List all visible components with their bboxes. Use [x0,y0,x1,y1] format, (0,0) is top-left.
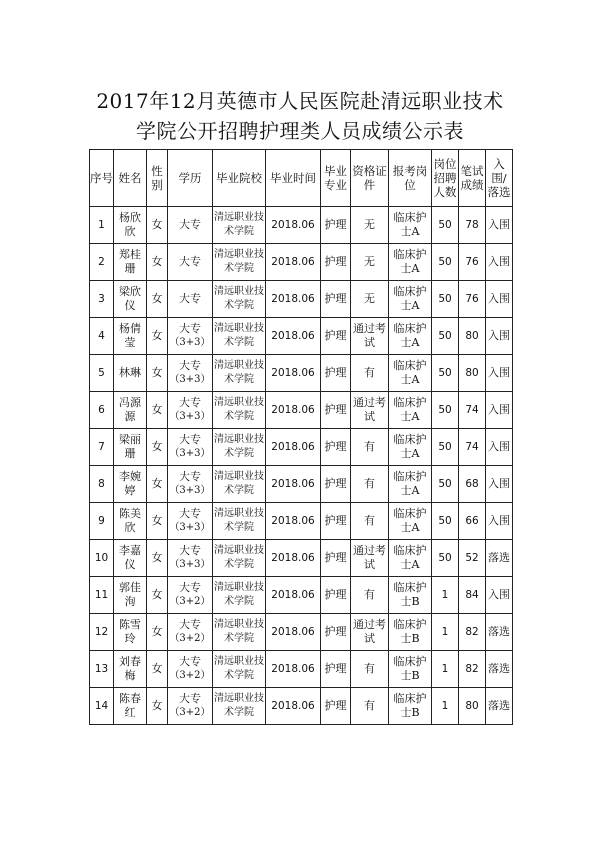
cell-result: 落选 [486,651,513,688]
header-grad-time: 毕业时间 [266,150,321,207]
header-post: 报考岗位 [389,150,432,207]
cell-name: 杨欣欣 [114,207,147,244]
header-row [90,150,513,207]
cell-no: 13 [90,651,114,688]
cell-education [168,577,213,614]
cell-quota: 50 [432,244,459,281]
cell-name: 陈春红 [114,688,147,725]
cell-certificate: 无 [351,281,389,318]
table-row [90,503,513,540]
education-program: （3+3） [169,337,211,348]
cell-major: 护理 [321,318,351,355]
table-row [90,355,513,392]
cell-result: 入围 [486,429,513,466]
cell-school: 清远职业技术学院 [213,392,266,429]
cell-grad-time: 2018.06 [266,281,321,318]
cell-no: 4 [90,318,114,355]
cell-score: 68 [459,466,486,503]
cell-school: 清远职业技术学院 [213,503,266,540]
table-row [90,318,513,355]
education-text: 大专 [179,692,201,705]
cell-quota: 50 [432,503,459,540]
cell-name: 梁丽珊 [114,429,147,466]
cell-certificate: 有 [351,688,389,725]
cell-grad-time: 2018.06 [266,244,321,281]
table-row [90,577,513,614]
education-text: 大专 [179,255,201,268]
cell-result: 入围 [486,318,513,355]
cell-no: 5 [90,355,114,392]
cell-school: 清远职业技术学院 [213,244,266,281]
cell-education [168,466,213,503]
cell-grad-time: 2018.06 [266,503,321,540]
education-text: 大专 [179,292,201,305]
cell-gender: 女 [147,503,168,540]
cell-post: 临床护士A [389,392,432,429]
cell-gender: 女 [147,207,168,244]
cell-major: 护理 [321,429,351,466]
cell-grad-time: 2018.06 [266,318,321,355]
header-gender: 性别 [147,150,168,207]
cell-post: 临床护士A [389,503,432,540]
table-row [90,281,513,318]
cell-result: 落选 [486,614,513,651]
cell-post: 临床护士A [389,540,432,577]
cell-major: 护理 [321,540,351,577]
cell-major: 护理 [321,207,351,244]
cell-score: 82 [459,614,486,651]
cell-gender: 女 [147,466,168,503]
cell-post: 临床护士A [389,355,432,392]
cell-grad-time: 2018.06 [266,614,321,651]
header-school: 毕业院校 [213,150,266,207]
table-row [90,540,513,577]
cell-certificate: 有 [351,577,389,614]
education-program: （3+2） [169,596,211,607]
cell-certificate: 无 [351,244,389,281]
cell-score: 74 [459,392,486,429]
cell-school: 清远职业技术学院 [213,540,266,577]
cell-no: 11 [90,577,114,614]
cell-education [168,503,213,540]
table-row [90,207,513,244]
cell-name: 林琳 [114,355,147,392]
header-name: 姓名 [114,150,147,207]
cell-post: 临床护士B [389,614,432,651]
cell-major: 护理 [321,688,351,725]
cell-certificate: 有 [351,429,389,466]
cell-score: 80 [459,355,486,392]
cell-school: 清远职业技术学院 [213,688,266,725]
cell-result: 落选 [486,688,513,725]
cell-gender: 女 [147,577,168,614]
education-text: 大专 [179,655,201,668]
cell-major: 护理 [321,577,351,614]
education-program: （3+2） [169,633,211,644]
cell-result: 入围 [486,281,513,318]
cell-certificate: 通过考试 [351,392,389,429]
table-row [90,651,513,688]
cell-no: 14 [90,688,114,725]
cell-education [168,651,213,688]
cell-major: 护理 [321,355,351,392]
cell-quota: 1 [432,614,459,651]
cell-no: 10 [90,540,114,577]
education-text: 大专 [179,359,201,372]
cell-quota: 50 [432,355,459,392]
cell-quota: 50 [432,281,459,318]
cell-school: 清远职业技术学院 [213,577,266,614]
cell-major: 护理 [321,503,351,540]
cell-quota: 1 [432,651,459,688]
cell-major: 护理 [321,466,351,503]
education-text: 大专 [179,470,201,483]
cell-education [168,429,213,466]
cell-result: 入围 [486,392,513,429]
cell-no: 7 [90,429,114,466]
cell-major: 护理 [321,614,351,651]
cell-grad-time: 2018.06 [266,466,321,503]
cell-education [168,392,213,429]
cell-certificate: 有 [351,466,389,503]
cell-certificate: 通过考试 [351,540,389,577]
page-title-line1: 2017年12月英德市人民医院赴清远职业技术 [96,89,504,113]
education-program: （3+2） [169,670,211,681]
table-row [90,688,513,725]
cell-post: 临床护士A [389,207,432,244]
header-quota: 岗位招聘人数 [432,150,459,207]
cell-grad-time: 2018.06 [266,355,321,392]
cell-post: 临床护士A [389,281,432,318]
cell-grad-time: 2018.06 [266,429,321,466]
cell-education [168,614,213,651]
cell-certificate: 无 [351,207,389,244]
cell-gender: 女 [147,318,168,355]
cell-education [168,540,213,577]
education-text: 大专 [179,218,201,231]
cell-gender: 女 [147,281,168,318]
cell-school: 清远职业技术学院 [213,318,266,355]
cell-quota: 50 [432,207,459,244]
cell-post: 临床护士B [389,688,432,725]
education-text: 大专 [179,618,201,631]
results-table [89,149,513,725]
cell-certificate: 通过考试 [351,318,389,355]
cell-score: 84 [459,577,486,614]
cell-certificate: 有 [351,651,389,688]
education-program: （3+3） [169,559,211,570]
education-program: （3+3） [169,522,211,533]
cell-name: 李嘉仪 [114,540,147,577]
education-text: 大专 [179,322,201,335]
education-text: 大专 [179,581,201,594]
cell-post: 临床护士B [389,651,432,688]
table-row [90,466,513,503]
cell-education [168,355,213,392]
cell-name: 郑桂珊 [114,244,147,281]
cell-school: 清远职业技术学院 [213,207,266,244]
cell-gender: 女 [147,540,168,577]
header-result: 入围/落选 [486,150,513,207]
cell-grad-time: 2018.06 [266,651,321,688]
education-program: （3+3） [169,374,211,385]
cell-certificate: 有 [351,355,389,392]
cell-score: 80 [459,318,486,355]
cell-quota: 50 [432,429,459,466]
cell-gender: 女 [147,651,168,688]
cell-certificate: 通过考试 [351,614,389,651]
cell-grad-time: 2018.06 [266,207,321,244]
cell-grad-time: 2018.06 [266,577,321,614]
page-title-line2: 学院公开招聘护理类人员成绩公示表 [136,119,464,143]
cell-school: 清远职业技术学院 [213,614,266,651]
cell-name: 冯源源 [114,392,147,429]
header-major: 毕业专业 [321,150,351,207]
cell-major: 护理 [321,281,351,318]
cell-no: 9 [90,503,114,540]
cell-major: 护理 [321,651,351,688]
cell-post: 临床护士A [389,244,432,281]
cell-quota: 1 [432,577,459,614]
cell-result: 入围 [486,503,513,540]
cell-quota: 50 [432,540,459,577]
header-education: 学历 [168,150,213,207]
header-no: 序号 [90,150,114,207]
cell-certificate: 有 [351,503,389,540]
cell-no: 6 [90,392,114,429]
cell-school: 清远职业技术学院 [213,466,266,503]
cell-name: 刘春梅 [114,651,147,688]
cell-education [168,281,213,318]
cell-score: 66 [459,503,486,540]
cell-post: 临床护士B [389,577,432,614]
cell-major: 护理 [321,244,351,281]
cell-name: 李婉婷 [114,466,147,503]
education-program: （3+3） [169,411,211,422]
table-row [90,392,513,429]
table-row [90,429,513,466]
cell-score: 76 [459,244,486,281]
cell-result: 入围 [486,207,513,244]
education-text: 大专 [179,507,201,520]
cell-school: 清远职业技术学院 [213,651,266,688]
header-certificate: 资格证件 [351,150,389,207]
cell-education [168,207,213,244]
cell-gender: 女 [147,244,168,281]
table-row [90,244,513,281]
cell-major: 护理 [321,392,351,429]
cell-grad-time: 2018.06 [266,392,321,429]
cell-grad-time: 2018.06 [266,540,321,577]
cell-name: 陈雪玲 [114,614,147,651]
cell-score: 76 [459,281,486,318]
cell-quota: 1 [432,688,459,725]
education-program: （3+2） [169,707,211,718]
cell-gender: 女 [147,392,168,429]
cell-result: 入围 [486,244,513,281]
cell-score: 80 [459,688,486,725]
education-text: 大专 [179,544,201,557]
cell-gender: 女 [147,355,168,392]
cell-no: 3 [90,281,114,318]
cell-no: 12 [90,614,114,651]
cell-no: 8 [90,466,114,503]
education-text: 大专 [179,396,201,409]
header-score: 笔试成绩 [459,150,486,207]
cell-no: 2 [90,244,114,281]
cell-quota: 50 [432,466,459,503]
cell-name: 杨倩莹 [114,318,147,355]
cell-gender: 女 [147,614,168,651]
cell-name: 梁欣仪 [114,281,147,318]
cell-score: 74 [459,429,486,466]
cell-result: 入围 [486,466,513,503]
cell-education [168,244,213,281]
cell-school: 清远职业技术学院 [213,281,266,318]
cell-score: 52 [459,540,486,577]
cell-name: 陈美欣 [114,503,147,540]
cell-result: 落选 [486,540,513,577]
education-text: 大专 [179,433,201,446]
cell-quota: 50 [432,392,459,429]
cell-score: 78 [459,207,486,244]
cell-education [168,318,213,355]
cell-score: 82 [459,651,486,688]
cell-gender: 女 [147,688,168,725]
cell-education [168,688,213,725]
cell-result: 入围 [486,577,513,614]
cell-quota: 50 [432,318,459,355]
cell-post: 临床护士A [389,429,432,466]
cell-result: 入围 [486,355,513,392]
cell-post: 临床护士A [389,318,432,355]
cell-name: 郭佳洵 [114,577,147,614]
education-program: （3+3） [169,448,211,459]
table-row [90,614,513,651]
cell-school: 清远职业技术学院 [213,355,266,392]
education-program: （3+3） [169,485,211,496]
cell-school: 清远职业技术学院 [213,429,266,466]
cell-grad-time: 2018.06 [266,688,321,725]
cell-no: 1 [90,207,114,244]
cell-post: 临床护士A [389,466,432,503]
cell-gender: 女 [147,429,168,466]
